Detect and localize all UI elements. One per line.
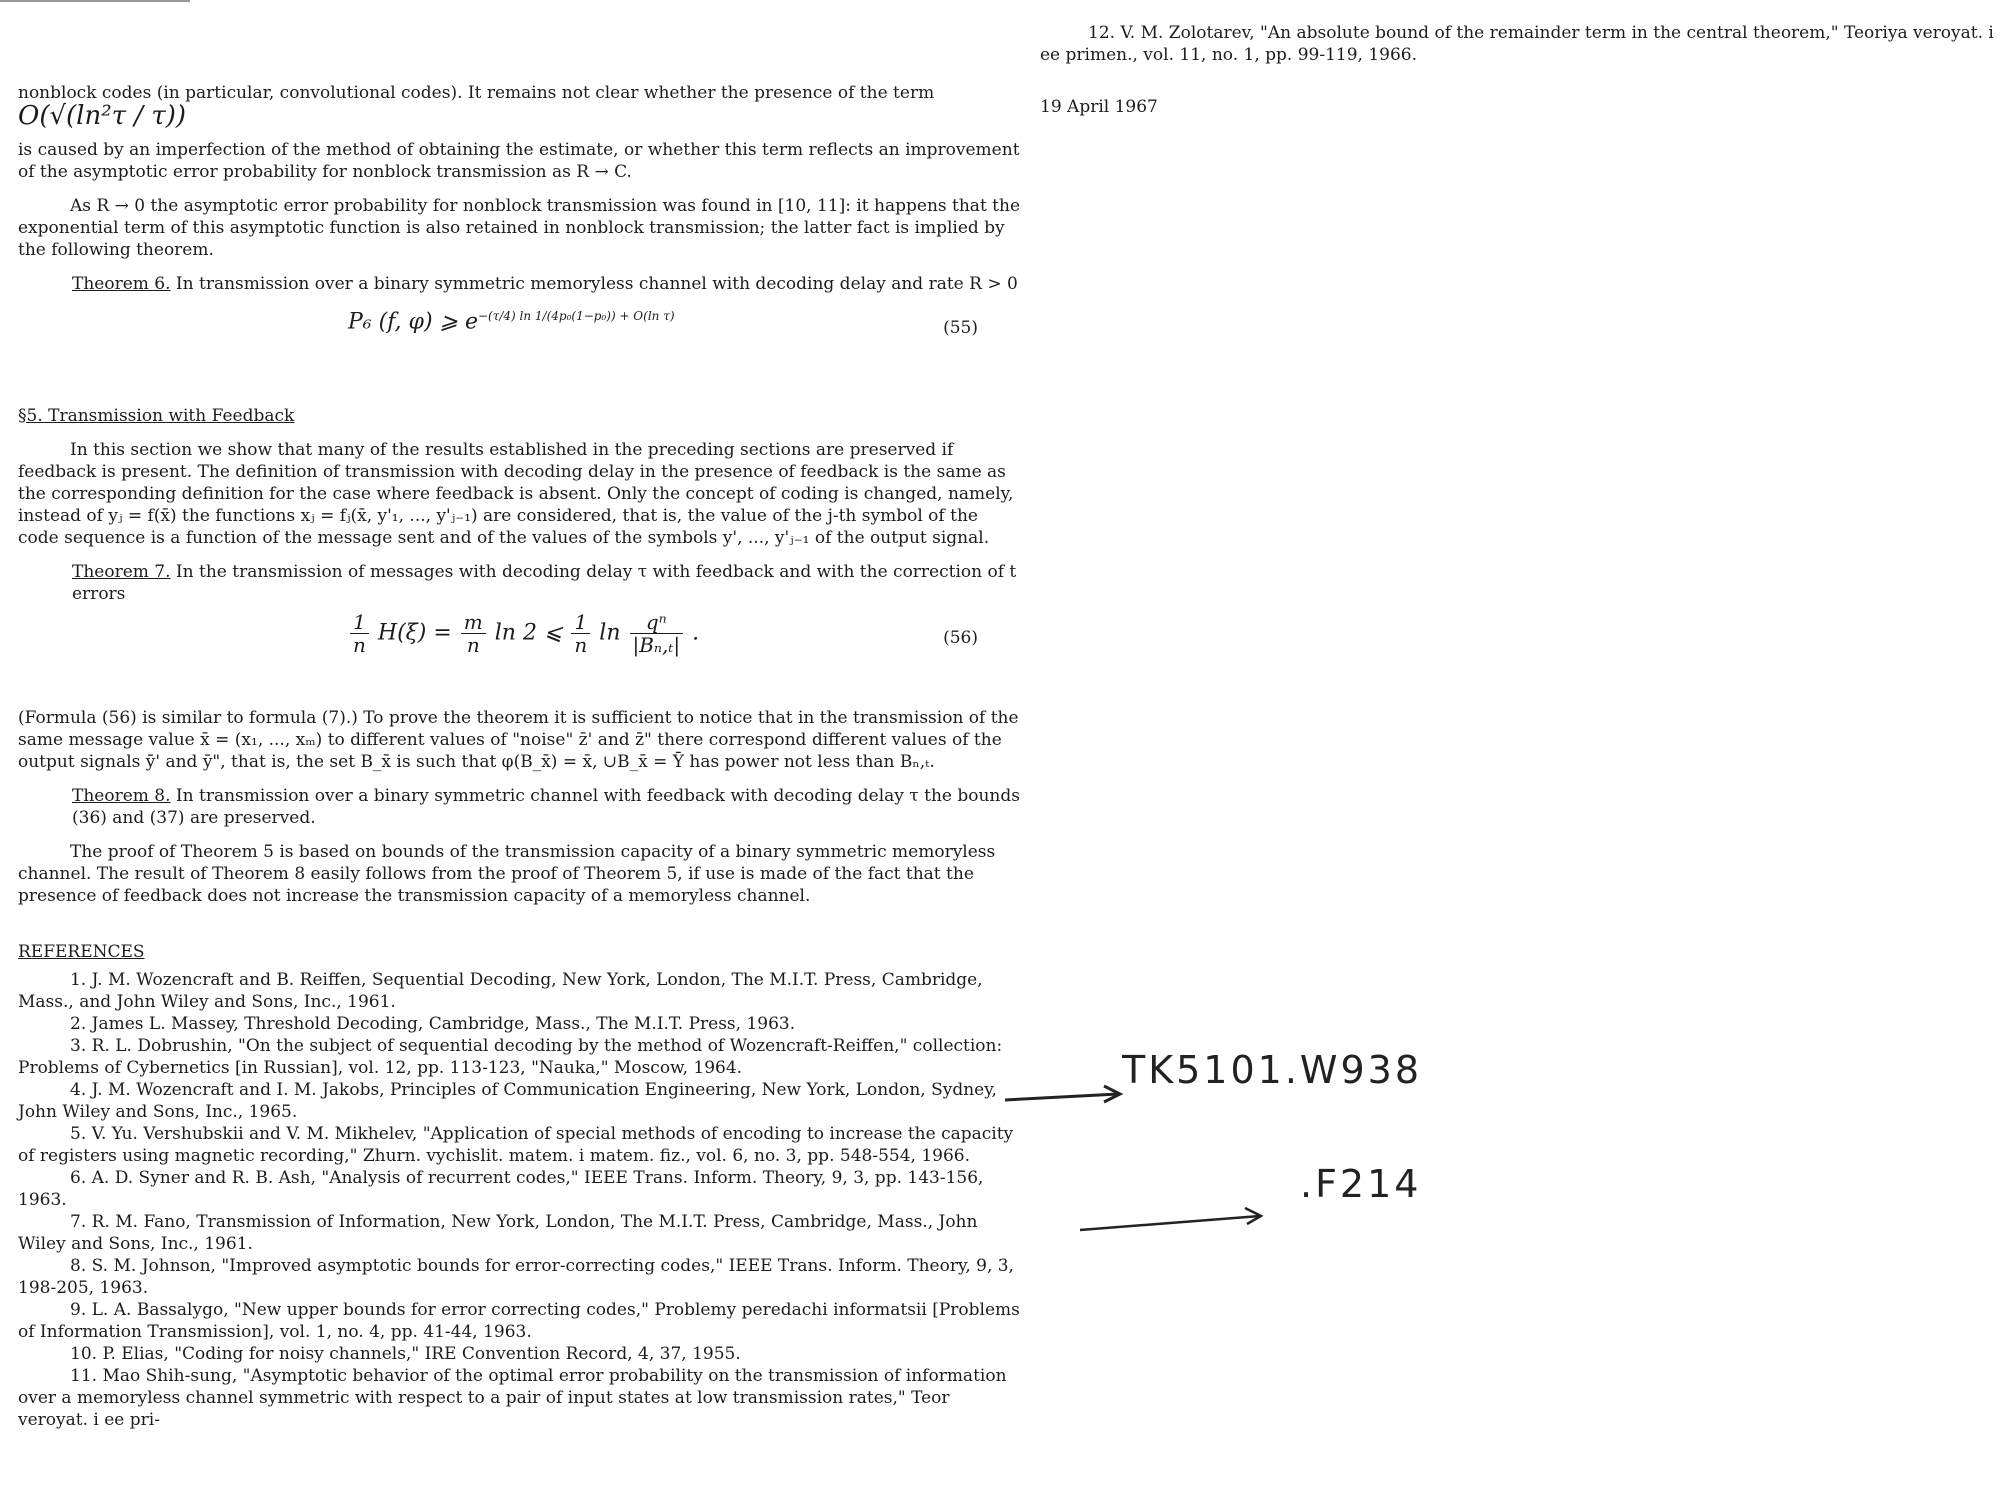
reference-item	[18, 1035, 1023, 1079]
reference-12-text: V. M. Zolotarev, "An absolute bound of the remainder term in the central theorem," Teoriya veroyat. i ee primen., vol. 11, no. 1, pp. 99-119, 1966.	[1040, 23, 1994, 65]
reference-12-number: 12.	[1088, 23, 1116, 43]
eq56-frac-2	[461, 611, 486, 656]
reference-text: S. M. Johnson, "Improved asymptotic bounds for error-correcting codes," IEEE Trans. Inform. Theory, 9, 3, 198-205, 1963.	[18, 1255, 1014, 1298]
reference-text: R. L. Dobrushin, "On the subject of sequential decoding by the method of Wozencraft-Reiffen," collection: Problems of Cybernetics [in Russian], vol. 12, pp. 113-123, "Nauka," Moscow, 1964.	[18, 1035, 1003, 1078]
eq56-frac-3	[571, 611, 590, 656]
theorem-8-label: Theorem 8.	[72, 785, 171, 806]
reference-text: Mao Shih-sung, "Asymptotic behavior of the optimal error probability on the transmission of information over a memoryless channel symmetric with respect to a pair of input states at low transmission rates," Teor veroyat. i ee pri-	[18, 1365, 1007, 1430]
theorem-8	[18, 785, 1023, 829]
reference-number: 1.	[70, 969, 87, 990]
reference-number: 7.	[70, 1211, 87, 1232]
reference-item	[18, 1299, 1023, 1343]
reference-text: J. M. Wozencraft and B. Reiffen, Sequential Decoding, New York, London, The M.I.T. Press, Cambridge, Mass., and John Wiley and Sons, Inc., 1961.	[18, 969, 983, 1012]
references-title: REFERENCES	[18, 941, 145, 962]
eq56-frac-3-num: 1	[571, 611, 590, 634]
reference-number: 9.	[70, 1299, 87, 1320]
reference-text: L. A. Bassalygo, "New upper bounds for error correcting codes," Problemy peredachi informatsii [Problems of Information Transmission], vol. 1, no. 4, pp. 41-44, 1963.	[18, 1299, 1020, 1342]
reference-text: P. Elias, "Coding for noisy channels," IRE Convention Record, 4, 37, 1955.	[102, 1343, 741, 1364]
reference-number: 2.	[70, 1013, 87, 1034]
theorem-6	[18, 273, 1023, 295]
equation-55-formula	[348, 305, 675, 333]
reference-text: R. M. Fano, Transmission of Information, New York, London, The M.I.T. Press, Cambridge, Mass., John Wiley and Sons, Inc., 1961.	[18, 1211, 978, 1254]
eq56-mid: H(ξ) =	[377, 620, 452, 645]
reference-number: 5.	[70, 1123, 87, 1144]
eq56-frac-1-num: 1	[350, 611, 369, 634]
reference-item	[18, 1013, 1023, 1035]
section-5-title: §5. Transmission with Feedback	[18, 405, 295, 426]
eq56-frac-2-num: m	[461, 611, 486, 634]
eq56-mid2: ln 2 ⩽	[494, 620, 563, 645]
references-list	[18, 969, 1023, 1431]
reference-text: V. Yu. Vershubskii and V. M. Mikhelev, "Application of special methods of encoding to increase the capacity of registers using magnetic recording," Zhurn. vychislit. matem. i matem. fiz., vol. 6, no. 3, pp. 548-554, 1966.	[18, 1123, 1014, 1166]
eq56-frac-4-den: |Bₙ,ₜ|	[632, 632, 681, 657]
arrow-1-icon	[1000, 1080, 1130, 1110]
reference-text: J. M. Wozencraft and I. M. Jakobs, Principles of Communication Engineering, New York, London, Sydney, John Wiley and Sons, Inc., 1965.	[18, 1079, 997, 1122]
eq56-frac-1	[350, 611, 369, 656]
reference-number: 8.	[70, 1255, 87, 1276]
eq56-ln: ln	[599, 620, 621, 645]
theorem-6-text: In transmission over a binary symmetric memoryless channel with decoding delay and rate R > 0	[175, 273, 1018, 294]
theorem-7-text: In the transmission of messages with decoding delay τ with feedback and with the correction of t errors	[72, 561, 1017, 604]
eq55-lhs: P₆ (f, φ) ⩾ e	[348, 308, 478, 334]
eq56-frac-1-den: n	[353, 632, 366, 657]
handwritten-suffix: .F214	[1300, 1162, 1422, 1206]
theorem-6-label: Theorem 6.	[72, 273, 171, 294]
reference-item	[18, 1079, 1023, 1123]
reference-number: 10.	[70, 1343, 98, 1364]
right-column	[1040, 22, 2005, 118]
reference-12	[1040, 22, 2005, 66]
reference-item	[18, 1343, 1023, 1365]
reference-number: 11.	[70, 1365, 98, 1386]
equation-55	[18, 301, 1023, 365]
theorem-8-text: In transmission over a binary symmetric channel with feedback with decoding delay τ the bounds (36) and (37) are preserved.	[72, 785, 1020, 828]
paragraph-1	[18, 82, 1023, 131]
date-received: 19 April 1967	[1040, 97, 1158, 117]
equation-56-number: (56)	[943, 627, 978, 648]
reference-item	[18, 1123, 1023, 1167]
paragraph-4: In this section we show that many of the results established in the preceding sections are preserved if feedback is present. The definition of transmission with decoding delay in the presence of feedback is the same as the corresponding definition for the case where feedback is absent. Only the concept of coding is changed, namely, instead of yⱼ = f(x̄) the functions xⱼ = fⱼ(x̄, y'₁, ..., y'ⱼ₋₁) are considered, that is, the value of the j-th symbol of the code sequence is a function of the message sent and of the values of the symbols y', ..., y'ⱼ₋₁ of the output signal.	[18, 439, 1014, 548]
left-column	[18, 60, 1023, 1431]
reference-text: A. D. Syner and R. B. Ash, "Analysis of recurrent codes," IEEE Trans. Inform. Theory, 9, 3, pp. 143-156, 1963.	[18, 1167, 984, 1210]
reference-item	[18, 1167, 1023, 1211]
reference-text: James L. Massey, Threshold Decoding, Cambridge, Mass., The M.I.T. Press, 1963.	[91, 1013, 796, 1034]
paragraph-6: The proof of Theorem 5 is based on bounds of the transmission capacity of a binary symmetric memoryless channel. The result of Theorem 8 easily follows from the proof of Theorem 5, if use is made of the fact that the presence of feedback does not increase the transmission capacity of a memoryless channel.	[18, 841, 996, 906]
reference-item	[18, 1255, 1023, 1299]
equation-55-number: (55)	[943, 317, 978, 338]
eq56-frac-3-den: n	[574, 632, 588, 657]
top-edge-line	[0, 0, 190, 2]
eq56-end: .	[692, 620, 700, 645]
reference-number: 3.	[70, 1035, 87, 1056]
paragraph-5: (Formula (56) is similar to formula (7).) To prove the theorem it is sufficient to notice that in the transmission of the same message value x̄ = (x₁, ..., xₘ) to different values of "noise" z̄' and z̄" there correspond different values of the output signals ȳ' and ȳ", that is, the set B_x̄ is such that φ(B_x̄) = x̄, ∪B_x̄ = Ȳ has power not less than Bₙ,ₜ.	[18, 707, 1019, 772]
paragraph-2: is caused by an imperfection of the method of obtaining the estimate, or whether this term reflects an improvement of the asymptotic error probability for nonblock transmission as R → C.	[18, 139, 1020, 182]
eq56-frac-4-num: qⁿ	[630, 611, 684, 634]
reference-item	[18, 1365, 1023, 1431]
theorem-7	[18, 561, 1023, 605]
reference-item	[18, 1211, 1023, 1255]
eq56-frac-2-den: n	[466, 632, 480, 657]
equation-56-formula	[348, 611, 699, 656]
eq56-frac-4	[630, 611, 684, 656]
equation-56	[18, 611, 1023, 687]
big-o-term: O(√(ln²τ / τ))	[18, 100, 186, 131]
theorem-7-label: Theorem 7.	[72, 561, 171, 582]
paragraph-1-text: nonblock codes (in particular, convolutional codes). It remains not clear whether the presence of the term	[18, 83, 935, 103]
paragraph-3: As R → 0 the asymptotic error probability for nonblock transmission was found in [10, 11]: it happens that the exponential term of this asymptotic function is also retained in nonblock transmission; the latter fact is implied by the following theorem.	[18, 195, 1021, 260]
reference-item	[18, 969, 1023, 1013]
reference-number: 4.	[70, 1079, 87, 1100]
handwritten-call-number: TK5101.W938	[1122, 1048, 1423, 1092]
eq55-exponent: −(τ/4) ln 1/(4p₀(1−p₀)) + O(ln τ)	[477, 308, 675, 323]
reference-number: 6.	[70, 1167, 87, 1188]
arrow-2-icon	[1075, 1198, 1275, 1238]
